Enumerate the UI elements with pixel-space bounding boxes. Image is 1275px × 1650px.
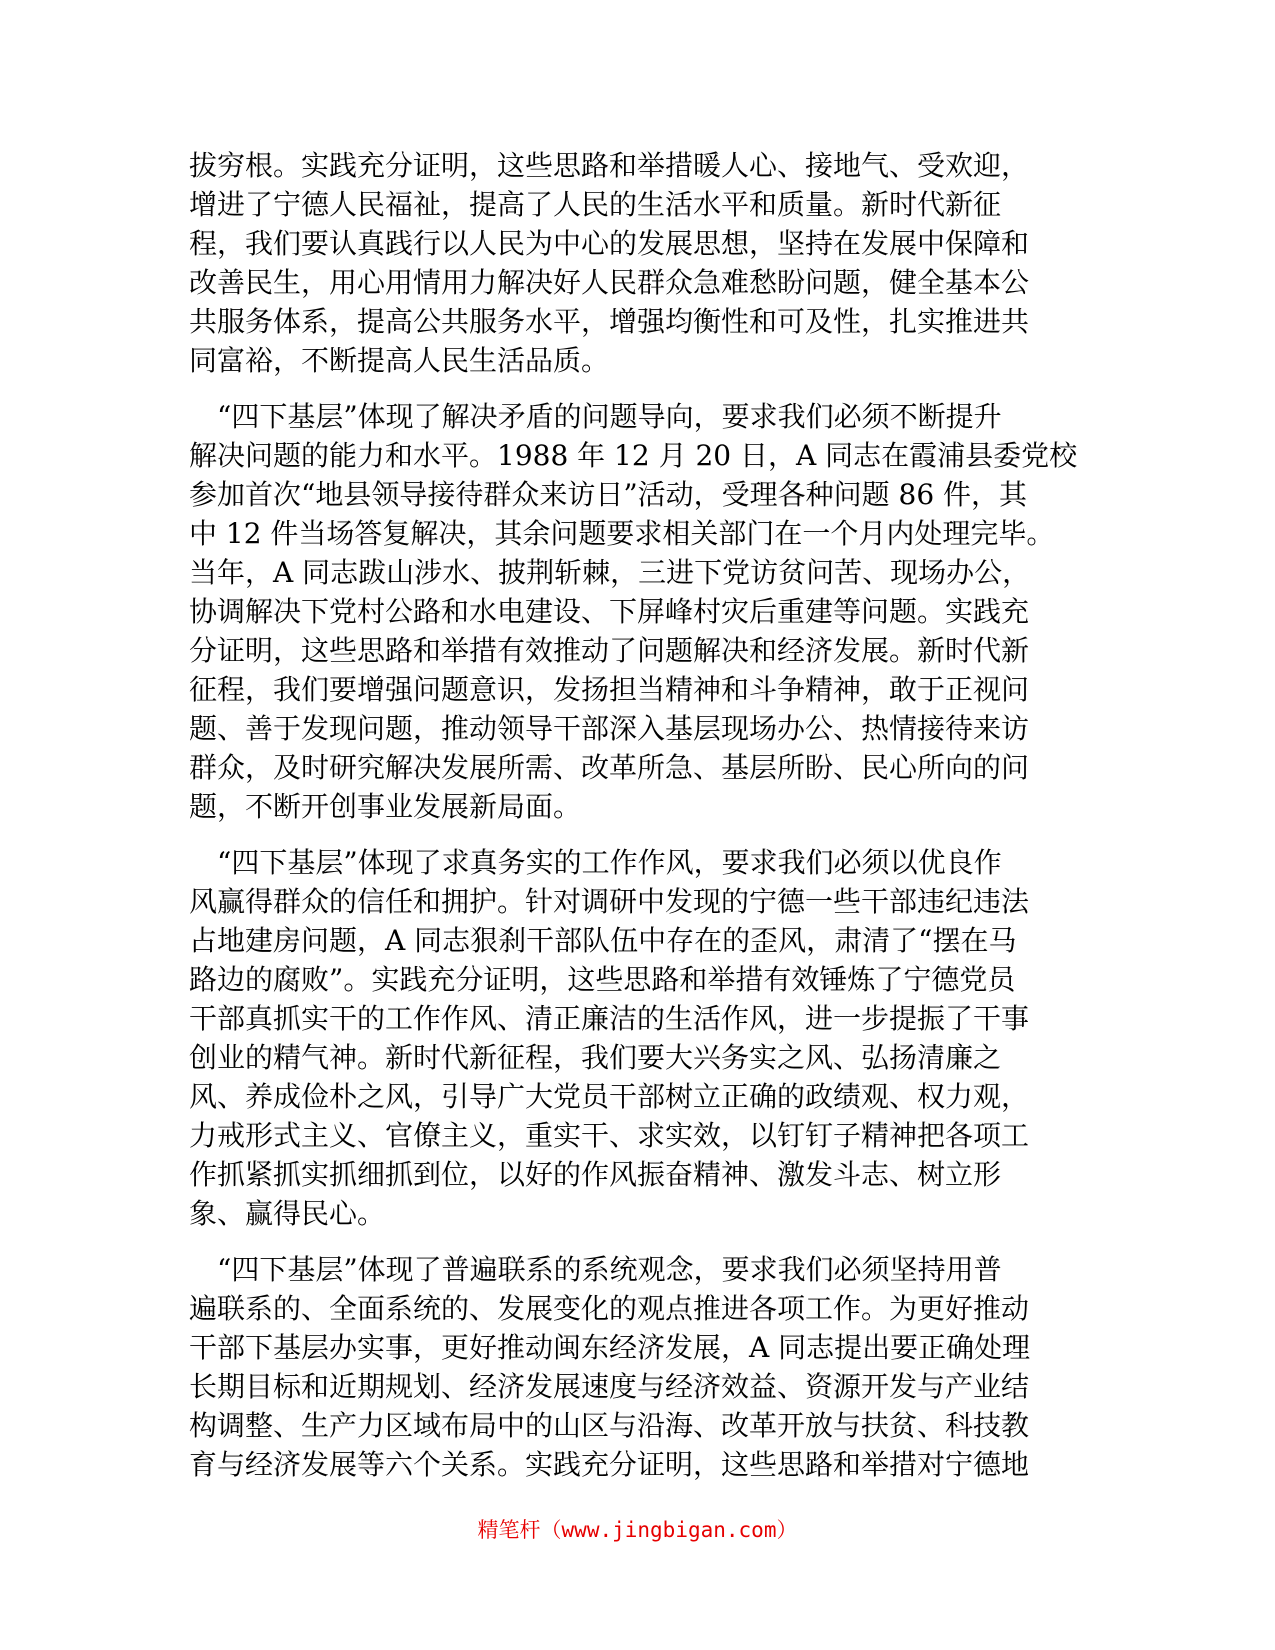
paragraph-3 — [189, 843, 1069, 1233]
text-line: 共服务体系，提高公共服务水平，增强均衡性和可及性，扎实推进共 — [189, 305, 1030, 338]
body-text — [189, 146, 1078, 1484]
text-line: “四下基层”体现了普遍联系的系统观念，要求我们必须坚持用普 — [189, 1253, 1002, 1286]
text-line: 长期目标和近期规划、经济发展速度与经济效益、资源开发与产业结 — [189, 1370, 1030, 1403]
text-line: 题，不断开创事业发展新局面。 — [189, 790, 582, 823]
text-line: 解决问题的能力和水平。1988 年 12 月 20 日，A 同志在霞浦县委党校 — [189, 439, 1078, 472]
text-line: 干部下基层办实事，更好推动闽东经济发展，A 同志提出要正确处理 — [189, 1331, 1031, 1364]
text-line: 群众，及时研究解决发展所需、改革所急、基层所盼、民心所向的问 — [189, 751, 1030, 784]
text-line: 增进了宁德人民福祉，提高了人民的生活水平和质量。新时代新征 — [189, 188, 1002, 221]
text-line: 分证明，这些思路和举措有效推动了问题解决和经济发展。新时代新 — [189, 634, 1030, 667]
text-line: 拔穷根。实践充分证明，这些思路和举措暖人心、接地气、受欢迎， — [189, 149, 1030, 182]
text-line: 题、善于发现问题，推动领导干部深入基层现场办公、热情接待来访 — [189, 712, 1030, 745]
paragraph-2 — [189, 397, 1078, 826]
text-line: 创业的精气神。新时代新征程，我们要大兴务实之风、弘扬清廉之 — [189, 1041, 1002, 1074]
text-line: 占地建房问题，A 同志狠刹干部队伍中存在的歪风，肃清了“摆在马 — [189, 924, 1017, 957]
text-line: 风赢得群众的信任和拥护。针对调研中发现的宁德一些干部违纪违法 — [189, 885, 1030, 918]
text-line: 作抓紧抓实抓细抓到位，以好的作风振奋精神、激发斗志、树立形 — [189, 1158, 1002, 1191]
text-line: 遍联系的、全面系统的、发展变化的观点推进各项工作。为更好推动 — [189, 1292, 1030, 1325]
text-line: 力戒形式主义、官僚主义，重实干、求实效，以钉钉子精神把各项工 — [189, 1119, 1030, 1152]
text-line: 程，我们要认真践行以人民为中心的发展思想，坚持在发展中保障和 — [189, 227, 1030, 260]
text-line: 育与经济发展等六个关系。实践充分证明，这些思路和举措对宁德地 — [189, 1448, 1030, 1481]
text-line: 风、养成俭朴之风，引导广大党员干部树立正确的政绩观、权力观， — [189, 1080, 1030, 1113]
text-line: 象、赢得民心。 — [189, 1197, 386, 1230]
text-line: 当年，A 同志跋山涉水、披荆斩棘，三进下党访贫问苦、现场办公， — [189, 556, 1031, 589]
paragraph-4 — [189, 1250, 1069, 1484]
paragraph-1 — [189, 146, 1069, 380]
footer-watermark: 精笔杆（www.jingbigan.com） — [477, 1518, 798, 1542]
text-line: 干部真抓实干的工作作风、清正廉洁的生活作风，进一步提振了干事 — [189, 1002, 1030, 1035]
text-line: 路边的腐败”。实践充分证明，这些思路和举措有效锤炼了宁德党员 — [189, 963, 1016, 996]
text-line: 改善民生，用心用情用力解决好人民群众急难愁盼问题，健全基本公 — [189, 266, 1030, 299]
text-line: “四下基层”体现了解决矛盾的问题导向，要求我们必须不断提升 — [189, 400, 1002, 433]
text-line: 同富裕，不断提高人民生活品质。 — [189, 344, 610, 377]
text-line: “四下基层”体现了求真务实的工作作风，要求我们必须以优良作 — [189, 846, 1002, 879]
text-line: 协调解决下党村公路和水电建设、下屏峰村灾后重建等问题。实践充 — [189, 595, 1030, 628]
text-line: 参加首次“地县领导接待群众来访日”活动，受理各种问题 86 件，其 — [189, 478, 1028, 511]
text-line: 中 12 件当场答复解决，其余问题要求相关部门在一个月内处理完毕。 — [189, 517, 1055, 550]
text-line: 构调整、生产力区域布局中的山区与沿海、改革开放与扶贫、科技教 — [189, 1409, 1030, 1442]
text-line: 征程，我们要增强问题意识，发扬担当精神和斗争精神，敢于正视问 — [189, 673, 1030, 706]
